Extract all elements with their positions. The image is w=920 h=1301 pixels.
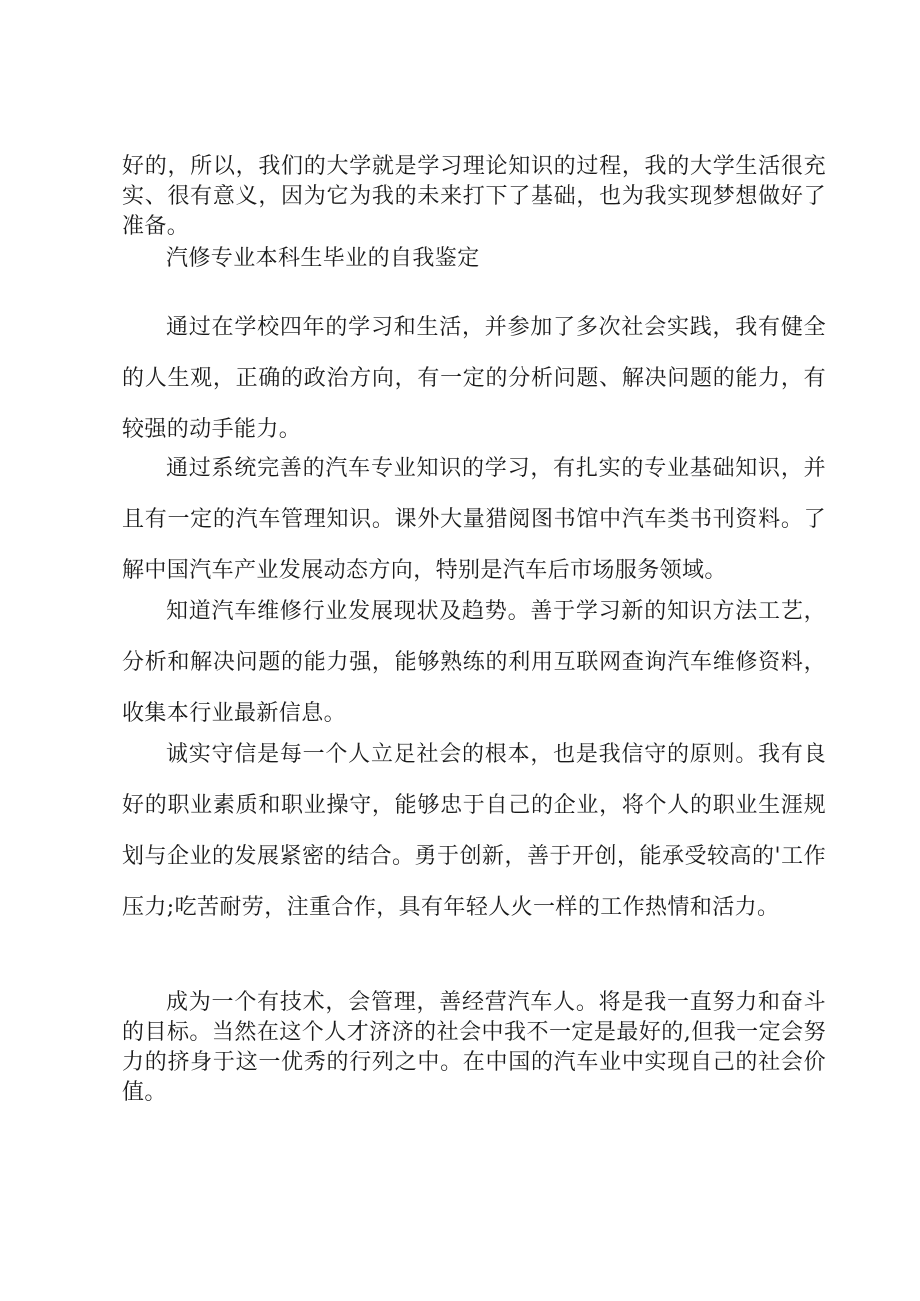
paragraph-intro-continuation: 好的，所以，我们的大学就是学习理论知识的过程，我的大学生活很充实、很有意义，因为它为我的未来打下了基础，也为我实现梦想做好了准备。 [122, 154, 826, 239]
paragraph-goals: 成为一个有技术，会管理，善经营汽车人。将是我一直努力和奋斗的目标。当然在这个人才济济的社会中我不一定是最好的,但我一定会努力的挤身于这一优秀的行列之中。在中国的汽车业中实现自己的社会价值。 [122, 990, 826, 1105]
paragraph-industry-trends: 知道汽车维修行业发展现状及趋势。善于学习新的知识方法工艺，分析和解决问题的能力强，能够熟练的利用互联网查询汽车维修资料，收集本行业最新信息。 [122, 599, 826, 726]
section-title: 汽修专业本科生毕业的自我鉴定 [166, 246, 480, 271]
paragraph-professional-knowledge: 通过系统完善的汽车专业知识的学习，有扎实的专业基础知识，并且有一定的汽车管理知识。课外大量猎阅图书馆中汽车类书刊资料。了解中国汽车产业发展动态方向，特别是汽车后市场服务领域。 [122, 456, 826, 583]
paragraph-self-assessment: 通过在学校四年的学习和生活，并参加了多次社会实践，我有健全的人生观，正确的政治方向，有一定的分析问题、解决问题的能力，有较强的动手能力。 [122, 315, 826, 442]
paragraph-integrity: 诚实守信是每一个人立足社会的根本，也是我信守的原则。我有良好的职业素质和职业操守，能够忠于自己的企业，将个人的职业生涯规划与企业的发展紧密的结合。勇于创新，善于开创，能承受较高的'工作压力;吃苦耐劳，注重合作，具有年轻人火一样的工作热情和活力。 [122, 742, 826, 920]
